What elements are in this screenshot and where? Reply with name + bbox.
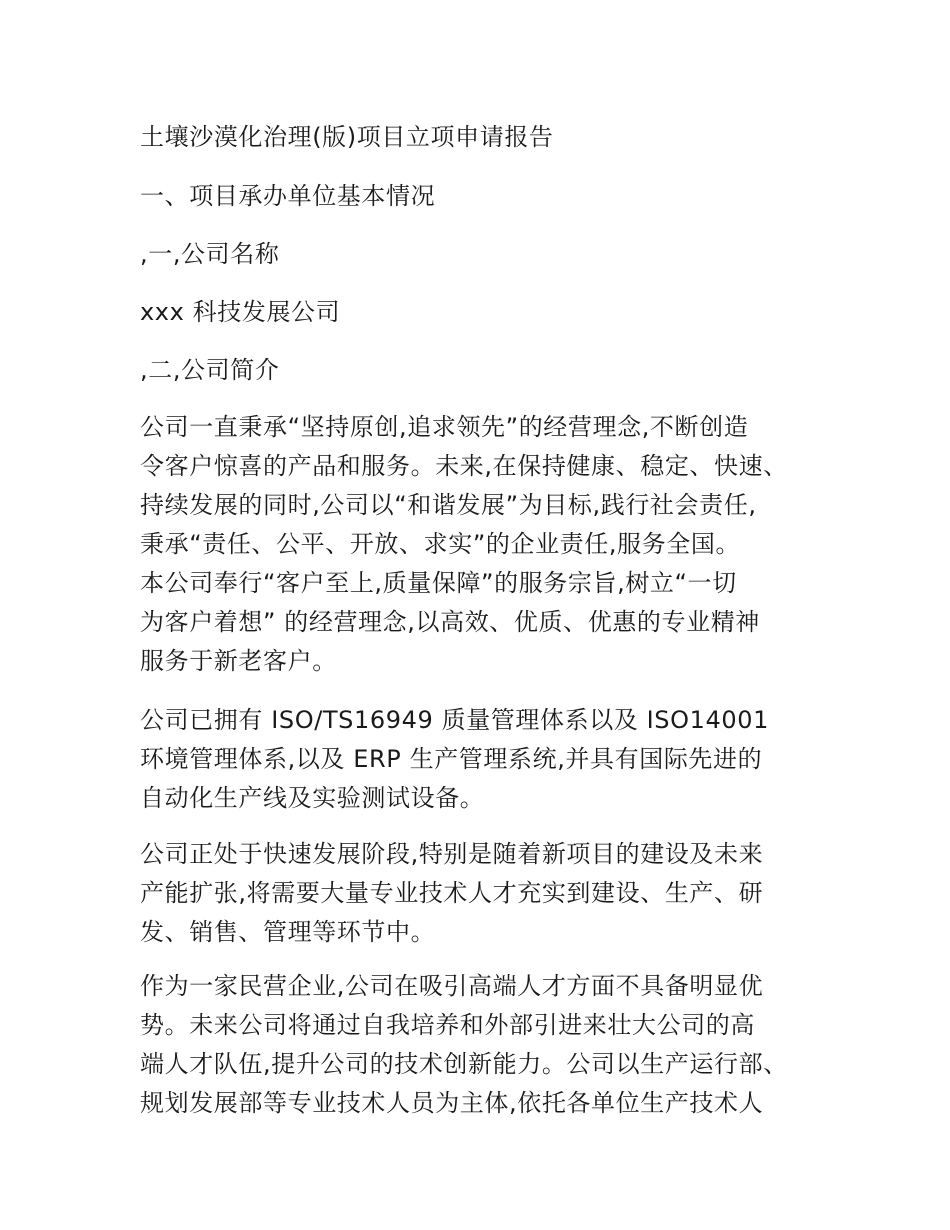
document-title: 土壤沙漠化治理(版)项目立项申请报告	[140, 123, 554, 151]
company-name-text: xxx 科技发展公司	[140, 298, 341, 326]
paragraph-line: 发、销售、管理等环节中。	[140, 918, 436, 946]
paragraph-line: 持续发展的同时,公司以“和谐发展”为目标,践行社会责任,	[140, 491, 757, 519]
paragraph-line: 秉承“责任、公平、开放、求实”的企业责任,服务全国。	[140, 530, 741, 558]
paragraph-line: 公司正处于快速发展阶段,特别是随着新项目的建设及未来	[140, 840, 764, 868]
subsection-heading-company-name: ,一,公司名称	[140, 240, 280, 268]
section-heading: 一、项目承办单位基本情况	[140, 182, 436, 210]
paragraph-line: 端人才队伍,提升公司的技术创新能力。公司以生产运行部、	[140, 1050, 788, 1078]
paragraph-line: 公司已拥有 ISO/TS16949 质量管理体系以及 ISO14001	[140, 706, 769, 734]
paragraph-development-stage	[140, 835, 820, 952]
paragraph-certifications	[140, 701, 820, 818]
paragraph-line: 为客户着想” 的经营理念,以高效、优质、优惠的专业精神	[140, 608, 760, 636]
paragraph-talent-strategy	[140, 967, 820, 1123]
paragraph-line: 势。未来公司将通过自我培养和外部引进来壮大公司的高	[140, 1011, 755, 1039]
paragraph-line: 服务于新老客户。	[140, 647, 337, 675]
paragraph-line: 产能扩张,将需要大量专业技术人才充实到建设、生产、研	[140, 879, 764, 907]
paragraph-line: 公司一直秉承“坚持原创,追求领先”的经营理念,不断创造	[140, 413, 749, 441]
paragraph-line: 作为一家民营企业,公司在吸引高端人才方面不具备明显优	[140, 972, 764, 1000]
paragraph-line: 环境管理体系,以及 ERP 生产管理系统,并具有国际先进的	[140, 745, 763, 773]
paragraph-line: 规划发展部等专业技术人员为主体,依托各单位生产技术人	[140, 1089, 764, 1117]
subsection-heading-company-profile: ,二,公司简介	[140, 356, 280, 384]
paragraph-line: 令客户惊喜的产品和服务。未来,在保持健康、稳定、快速、	[140, 452, 788, 480]
paragraph-company-philosophy	[140, 408, 820, 681]
paragraph-line: 自动化生产线及实验测试设备。	[140, 784, 485, 812]
paragraph-line: 本公司奉行“客户至上,质量保障”的服务宗旨,树立“一切	[140, 569, 737, 597]
